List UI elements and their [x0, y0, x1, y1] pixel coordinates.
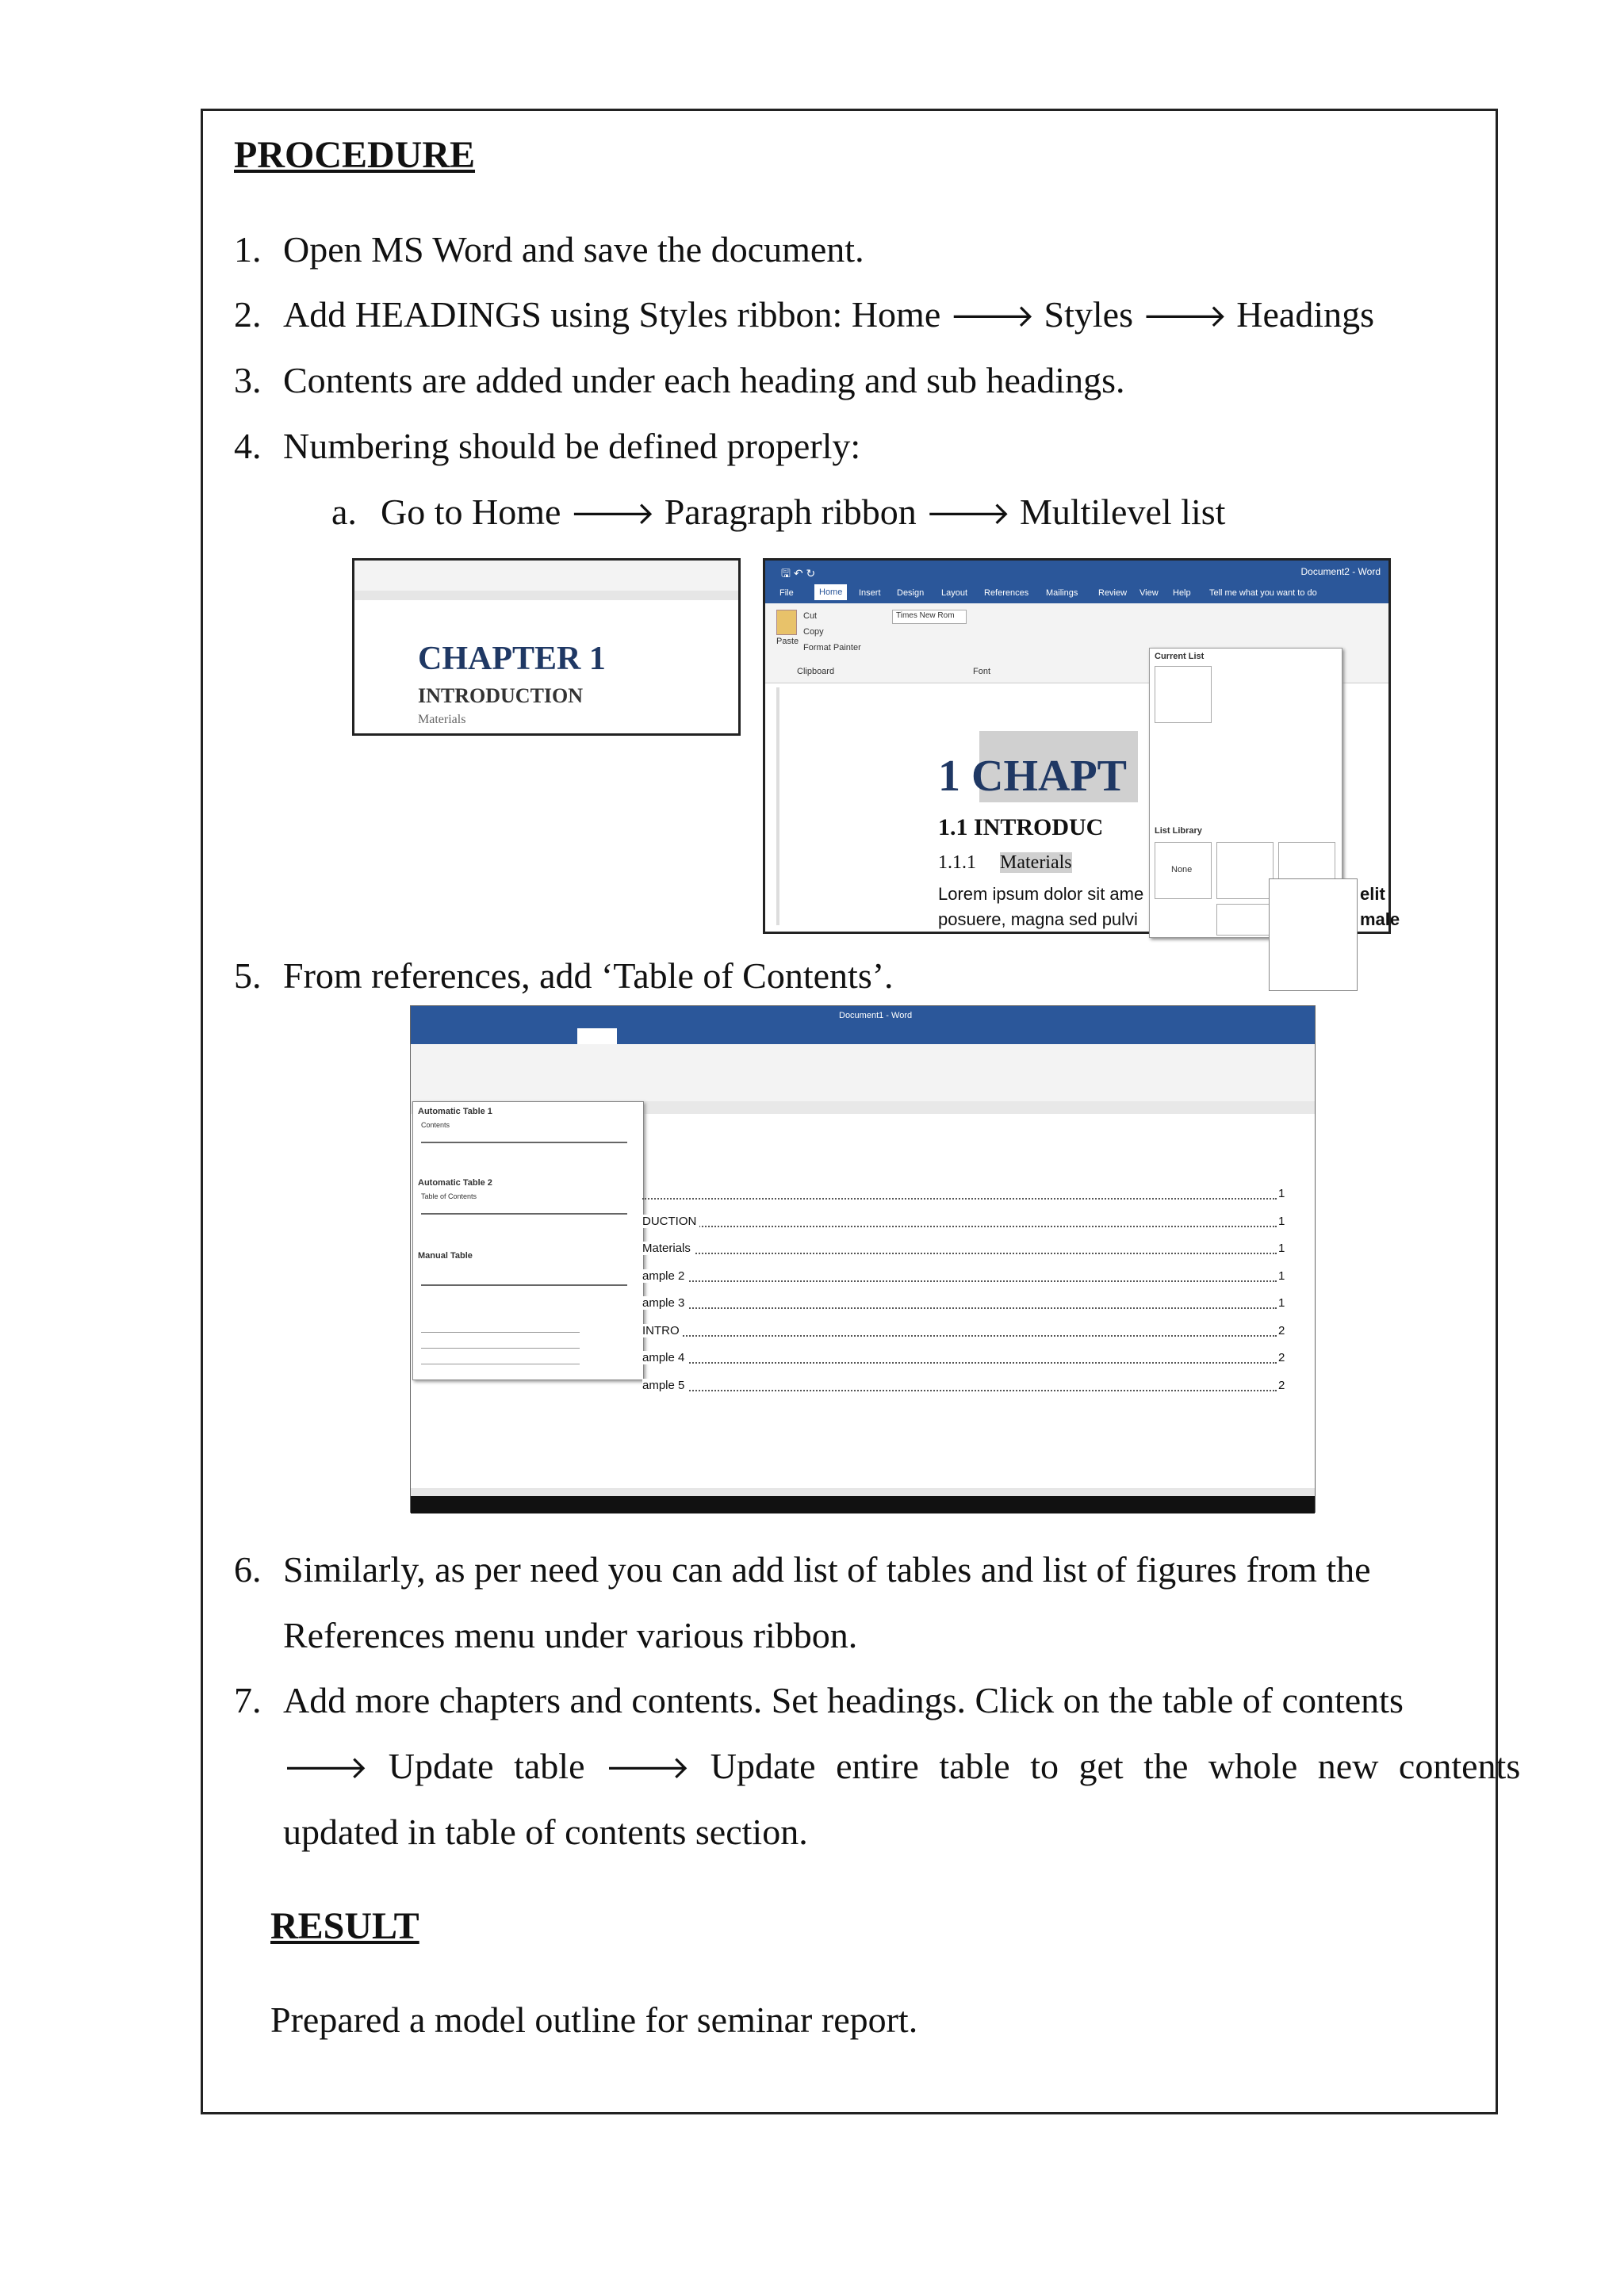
tab-bar	[765, 583, 1388, 603]
toc-page-number: 1	[1278, 1187, 1285, 1200]
list-preview-tooltip	[1269, 878, 1358, 991]
clipboard-group-label: Clipboard	[797, 667, 835, 676]
arrow-right-icon: 🡒	[1142, 298, 1228, 335]
toc-entry-text: ample 5	[642, 1379, 688, 1392]
toc-gallery-menu	[412, 1101, 644, 1380]
step-number: 3.	[234, 360, 262, 400]
current-list-label: Current List	[1155, 652, 1205, 661]
tab-review[interactable]: Review	[1098, 588, 1128, 598]
list-library-label: List Library	[1155, 826, 1202, 836]
manual-table-label[interactable]: Manual Table	[418, 1251, 473, 1261]
list-option[interactable]	[1216, 842, 1274, 899]
result-text: Prepared a model outline for seminar report.	[270, 1999, 918, 2040]
toc-label: Table of Contents	[421, 1192, 477, 1200]
tab-mailings[interactable]: Mailings	[1046, 588, 1078, 598]
window-title: Document1 - Word	[839, 1011, 913, 1020]
copy-button[interactable]: Copy	[803, 627, 824, 637]
toc-entry-text: ample 4	[642, 1351, 688, 1364]
step-4-text: Numbering should be defined properly:	[283, 426, 861, 466]
step-7-line-2	[283, 1748, 1520, 1785]
doc-sub-number: 1.1.1	[938, 852, 976, 873]
paste-icon[interactable]	[776, 610, 797, 635]
windows-taskbar	[411, 1496, 1315, 1513]
toc-preview-line	[421, 1284, 627, 1286]
arrow-right-icon: 🡒	[605, 1750, 691, 1786]
tab-insert[interactable]: Insert	[859, 588, 881, 598]
auto-table-2-label[interactable]: Automatic Table 2	[418, 1178, 492, 1188]
toc-dot-leader	[642, 1390, 1277, 1391]
title-bar	[411, 1006, 1315, 1027]
toc-entry[interactable]	[642, 1242, 1293, 1257]
screenshot-heading-preview	[352, 558, 741, 736]
font-name-value: Times New Rom	[896, 611, 955, 620]
toc-page-number: 1	[1278, 1269, 1285, 1283]
tab-file[interactable]: File	[779, 588, 794, 598]
arrow-right-icon: 🡒	[569, 496, 656, 532]
procedure-heading: PROCEDURE	[234, 134, 476, 176]
toc-dot-leader	[642, 1253, 1277, 1254]
doc-clipped-1: elit	[1360, 884, 1385, 904]
doc-sub-text: Materials	[1000, 852, 1072, 873]
step-4a-lead: Go to Home	[381, 492, 561, 532]
toc-entry[interactable]	[642, 1187, 1293, 1203]
toc-page-number: 1	[1278, 1242, 1285, 1255]
toc-page-number: 2	[1278, 1323, 1285, 1337]
ribbon	[411, 1044, 1315, 1102]
arrow-right-icon: 🡒	[949, 298, 1036, 335]
doc-intro-heading: 1.1 INTRODUC	[938, 814, 1104, 840]
current-list-item[interactable]	[1155, 666, 1212, 723]
doc-body-line-1: Lorem ipsum dolor sit ame	[938, 884, 1144, 904]
toc-entry[interactable]	[642, 1379, 1293, 1395]
tab-home[interactable]: Home	[814, 584, 847, 600]
materials-heading: Materials	[418, 713, 466, 726]
format-painter-button[interactable]: Format Painter	[803, 643, 861, 652]
step-4a-text	[381, 494, 1225, 530]
step-1-text: Open MS Word and save the document.	[283, 229, 864, 270]
multilevel-list-dropdown	[1149, 648, 1342, 938]
doc-clipped-2: male	[1360, 909, 1400, 929]
tab-design[interactable]: Design	[897, 588, 925, 598]
arrow-right-icon: 🡒	[283, 1750, 369, 1786]
toc-page-number: 1	[1278, 1296, 1285, 1310]
tell-me-box[interactable]: Tell me what you want to do	[1209, 588, 1317, 598]
toc-entry-text: ample 3	[642, 1296, 688, 1310]
toc-entry[interactable]	[642, 1269, 1293, 1285]
toc-dot-leader	[642, 1362, 1277, 1364]
step-2-text	[283, 294, 1375, 335]
screenshot-table-of-contents	[410, 1005, 1316, 1513]
tab-view[interactable]: View	[1139, 588, 1159, 598]
step-4a-paragraph: Paragraph ribbon	[664, 492, 917, 532]
step-6-line-1: Similarly, as per need you can add list of tables and list of figures from the	[283, 1549, 1371, 1590]
step-2-styles: Styles	[1044, 294, 1133, 335]
ruler	[354, 591, 738, 600]
doc-chapter-heading: 1 CHAPT	[938, 752, 1127, 801]
font-group-label: Font	[973, 667, 991, 676]
list-none-option[interactable]	[1155, 842, 1212, 899]
tab-layout[interactable]: Layout	[941, 588, 968, 598]
doc-sub-heading	[938, 852, 1072, 874]
step-7-update-table: Update table	[388, 1746, 585, 1786]
screenshot-multilevel-list	[763, 558, 1400, 934]
window-title: Document2 - Word	[1300, 566, 1381, 577]
vertical-ruler	[776, 687, 779, 925]
toc-dot-leader	[642, 1198, 1277, 1200]
toc-entry-text: ample 2	[642, 1269, 688, 1283]
toc-dot-leader	[642, 1280, 1277, 1282]
toc-entry[interactable]	[642, 1351, 1293, 1367]
paste-label[interactable]: Paste	[776, 637, 799, 646]
menu-command[interactable]	[421, 1332, 580, 1333]
cut-button[interactable]: Cut	[803, 611, 818, 621]
status-bar	[411, 1488, 1315, 1496]
list-none-label: None	[1171, 865, 1193, 874]
step-7-line-1: Add more chapters and contents. Set headings. Click on the table of contents	[283, 1680, 1404, 1720]
ribbon-strip	[354, 561, 738, 591]
toc-preview-line	[421, 1142, 627, 1143]
result-heading: RESULT	[270, 1905, 419, 1947]
toc-dot-leader	[642, 1335, 1277, 1337]
step-number: 5.	[234, 955, 262, 996]
toc-page-number: 2	[1278, 1351, 1285, 1364]
intro-heading: INTRODUCTION	[418, 684, 584, 707]
step-6-line-2: References menu under various ribbon.	[283, 1615, 858, 1655]
step-7-line-3: updated in table of contents section.	[283, 1812, 808, 1852]
toc-page-number: 1	[1278, 1214, 1285, 1228]
menu-command[interactable]	[421, 1348, 580, 1349]
title-bar	[765, 561, 1388, 583]
step-number: 4.	[234, 426, 262, 466]
list-option[interactable]	[1216, 904, 1274, 936]
tab-references[interactable]	[577, 1028, 617, 1044]
quick-access-icons: 🖫 ↶ ↻	[781, 567, 816, 580]
toc-entry[interactable]	[642, 1296, 1293, 1312]
font-name-box[interactable]	[892, 610, 967, 624]
step-5-text: From references, add ‘Table of Contents’.	[283, 955, 894, 996]
step-number: 1.	[234, 229, 262, 270]
contents-label: Contents	[421, 1121, 450, 1129]
toc-dot-leader	[642, 1226, 1277, 1227]
substep-letter: a.	[331, 492, 357, 532]
step-2-headings: Headings	[1236, 294, 1375, 335]
toc-entry-text: INTRO	[642, 1324, 683, 1337]
step-3-text: Contents are added under each heading and sub headings.	[283, 360, 1125, 400]
toc-entry-text: DUCTION	[642, 1215, 699, 1228]
doc-body-line-2: posuere, magna sed pulvi	[938, 909, 1138, 929]
toc-page-number: 2	[1278, 1378, 1285, 1392]
step-7-update-entire: Update entire table to get the whole new contents	[710, 1746, 1521, 1786]
step-4a-multilevel: Multilevel list	[1020, 492, 1226, 532]
step-number: 7.	[234, 1680, 262, 1720]
toc-dot-leader	[642, 1307, 1277, 1309]
tab-bar	[411, 1027, 1315, 1044]
toc-entry-text: Materials	[642, 1242, 694, 1255]
toc-entry[interactable]	[642, 1215, 1293, 1230]
step-number: 6.	[234, 1549, 262, 1590]
auto-table-1-label[interactable]: Automatic Table 1	[418, 1107, 492, 1116]
toc-entry[interactable]	[642, 1324, 1293, 1340]
step-2-lead: Add HEADINGS using Styles ribbon: Home	[283, 294, 941, 335]
tab-references[interactable]: References	[984, 588, 1029, 598]
tab-help[interactable]: Help	[1173, 588, 1191, 598]
arrow-right-icon: 🡒	[925, 496, 1011, 532]
toc-preview-line	[421, 1213, 627, 1215]
step-number: 2.	[234, 294, 262, 335]
chapter-heading: CHAPTER 1	[418, 641, 606, 677]
